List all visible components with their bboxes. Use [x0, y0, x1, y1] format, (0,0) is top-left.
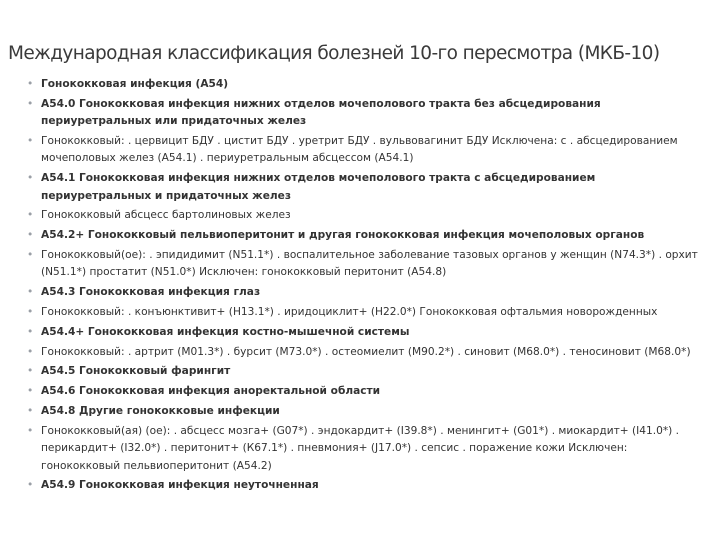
bullet-list	[26, 76, 698, 497]
bullet-item	[26, 207, 698, 224]
bullet-marker: •	[27, 345, 34, 358]
bullet-text: А54.5 Гонококковый фарингит	[41, 365, 231, 378]
bullet-item	[26, 96, 698, 131]
bullet-marker: •	[27, 249, 34, 261]
bullet-item	[26, 284, 698, 301]
bullet-text: А54.3 Гонококковая инфекция глаз	[41, 286, 261, 299]
bullet-item	[26, 133, 698, 168]
bullet-text: Гонококковый(ая) (ое): . абсцесс мозга+ (G07*) . эндокардит+ (I39.8*) . менингит+ (G01*) . миокардит+ (I41.0*) . перикардит+ (I32.0*) . перитонит+ (К67.1*) . пневмония+ (J17.0*) . сепсис . поражение кожи Исключен: гонококковый пельвиоперитонит (А54.2)	[41, 424, 680, 472]
bullet-item	[26, 383, 698, 400]
bullet-marker: •	[27, 306, 34, 318]
bullet-marker: •	[27, 209, 34, 222]
bullet-text: Гонококковый: . цервицит БДУ . цистит БДУ . уретрит БДУ . вульвовагинит БДУ Исключена: с . абсцедированием мочеполовых желез (А54.1) . периуретральным абсцессом (А54.1)	[41, 135, 678, 165]
bullet-item	[26, 247, 698, 282]
bullet-marker: •	[27, 172, 34, 185]
bullet-text: Гонококковый(ое): . эпидидимит (N51.1*) . воспалительное заболевание тазовых органов у женщин (N74.3*) . орхит (N51.1*) простатит (N51.0*) Исключен: гонококковый перитонит (А54.8)	[41, 249, 698, 279]
bullet-item	[26, 227, 698, 244]
bullet-item	[26, 477, 698, 494]
bullet-item	[26, 324, 698, 341]
bullet-item	[26, 423, 698, 475]
bullet-marker: •	[27, 229, 34, 242]
bullet-marker: •	[27, 135, 34, 147]
slide-title: Международная классификация болезней 10-го пересмотра (МКБ-10)	[8, 43, 660, 64]
bullet-text: А54.8 Другие гонококковые инфекции	[41, 404, 280, 417]
bullet-text: А54.4+ Гонококковая инфекция костно-мышечной системы	[41, 325, 410, 338]
bullet-text: А54.6 Гонококковая инфекция аноректальной области	[41, 385, 381, 398]
bullet-marker: •	[27, 404, 34, 417]
bullet-text: Гонококковый: . конъюнктивит+ (Н13.1*) . иридоциклит+ (Н22.0*) Гонококковая офтальмия новорожденных	[41, 306, 658, 318]
bullet-item	[26, 403, 698, 420]
bullet-marker: •	[27, 385, 34, 398]
bullet-marker: •	[27, 479, 34, 492]
bullet-item	[26, 363, 698, 380]
bullet-text: А54.2+ Гонококковый пельвиоперитонит и другая гонококковая инфекция мочеполовых органов	[41, 229, 645, 242]
bullet-item	[26, 76, 698, 93]
bullet-item	[26, 170, 698, 205]
bullet-marker: •	[27, 424, 34, 437]
bullet-marker: •	[27, 78, 34, 90]
bullet-marker: •	[27, 365, 34, 378]
bullet-text: А54.1 Гонококковая инфекция нижних отделов мочеполового тракта с абсцедированием периуретральных и придаточных желез	[41, 172, 596, 202]
bullet-marker: •	[27, 286, 34, 299]
bullet-text: А54.0 Гонококковая инфекция нижних отделов мочеполового тракта без абсцедирования периуретральных или придаточных желез	[41, 97, 601, 128]
bullet-marker: •	[27, 97, 34, 110]
bullet-item	[26, 344, 698, 361]
bullet-text: А54.9 Гонококковая инфекция неуточненная	[41, 479, 319, 492]
bullet-item	[26, 304, 698, 321]
bullet-text: Гонококковая инфекция (А54)	[41, 78, 229, 90]
bullet-text: Гонококковый абсцесс бартолиновых желез	[41, 209, 291, 222]
bullet-text: Гонококковый: . артрит (М01.3*) . бурсит (М73.0*) . остеомиелит (М90.2*) . синовит (М68.0*) . теносиновит (М68.0*)	[41, 345, 691, 358]
bullet-marker: •	[27, 325, 34, 338]
